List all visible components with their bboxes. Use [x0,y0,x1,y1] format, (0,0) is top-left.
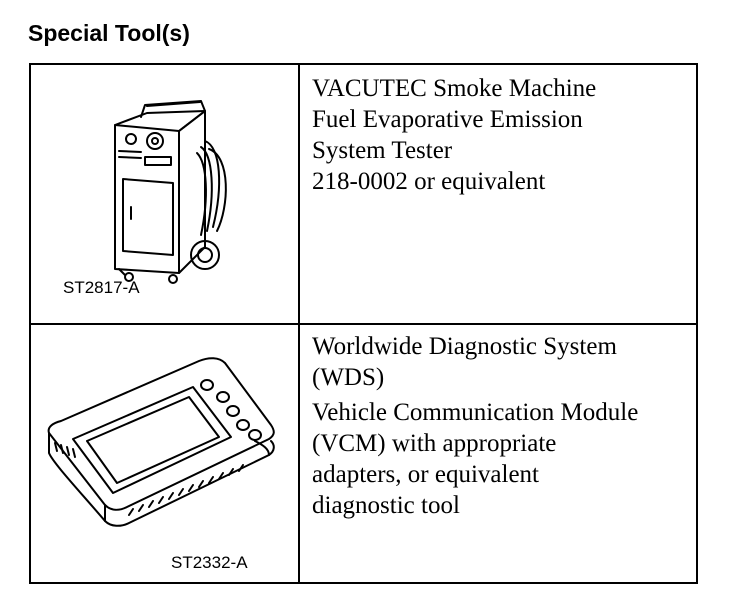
description-line: 218-0002 or equivalent [312,168,546,195]
smoke-machine-icon [101,97,251,287]
description-line: diagnostic tool [312,492,460,519]
description-line: VACUTEC Smoke Machine [312,75,597,102]
tool-image-cell [31,65,300,323]
description-line: adapters, or equivalent [312,461,539,488]
tool-image-cell [31,323,300,582]
description-line: Worldwide Diagnostic System [312,333,617,360]
tool-code: ST2332-A [171,553,248,572]
diagnostic-tablet-icon [43,345,283,535]
tool-code: ST2817-A [63,278,140,297]
tool-description [300,323,696,582]
description-line: (VCM) with appropriate [312,430,557,457]
page-title: Special Tool(s) [28,20,190,46]
special-tools-table [29,63,698,584]
description-line: System Tester [312,137,453,164]
tool-row [31,323,696,582]
description-line: (WDS) [312,364,385,391]
tool-row [31,65,696,325]
description-line: Vehicle Communication Module [312,399,639,426]
description-line: Fuel Evaporative Emission [312,106,583,133]
tool-description [300,65,696,323]
